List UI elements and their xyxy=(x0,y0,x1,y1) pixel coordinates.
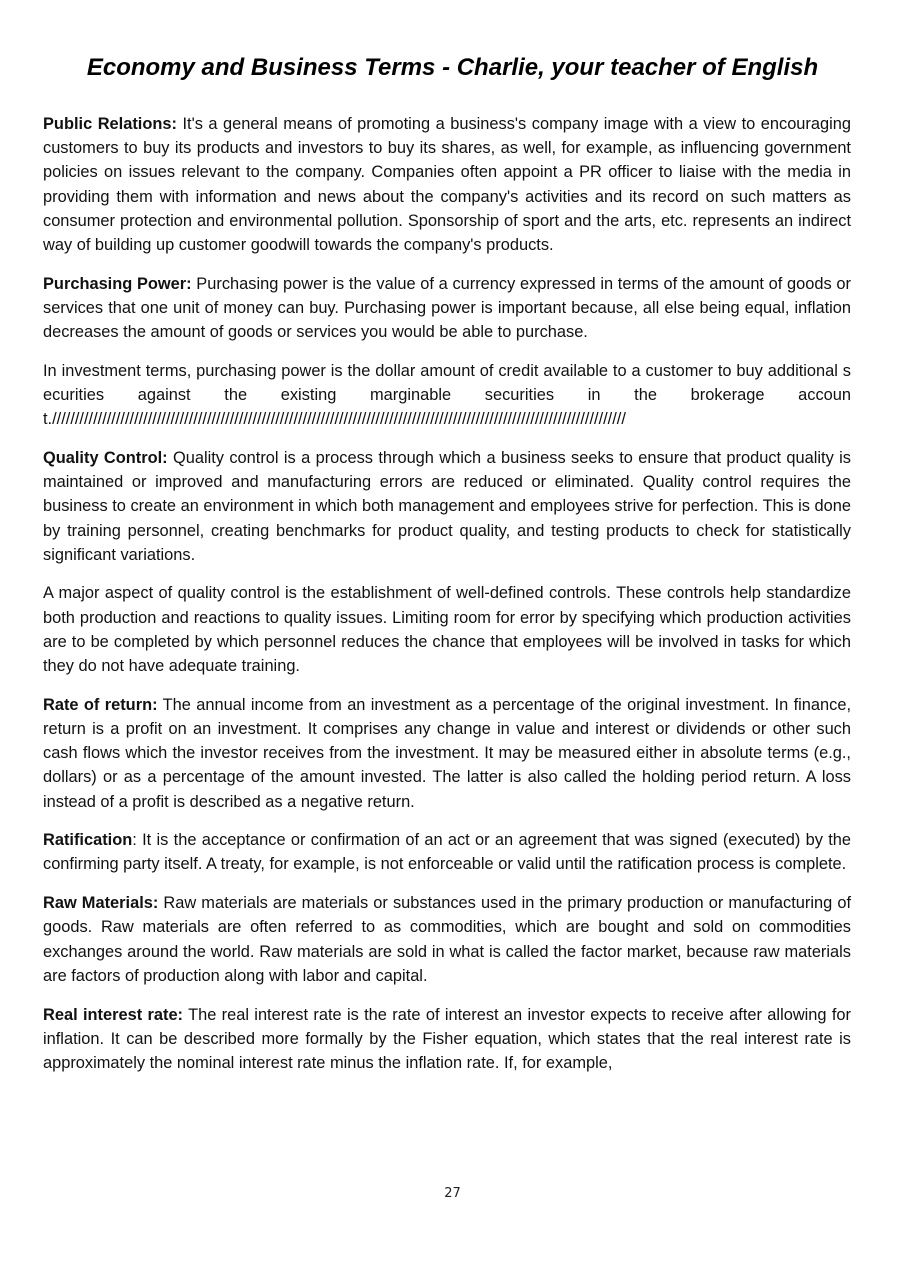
entry-rate-of-return xyxy=(43,693,851,814)
term-definition: It's a general means of promoting a business's company image with a view to encouraging customers to buy its products and investors to buy its shares, as well, for example, as influencing government policies on issues relevant to the company. Companies often appoint a PR officer to liaise with the media in providing them with information and news about the company's activities and its record on such matters as consumer protection and environmental pollution. Sponsorship of sport and the arts, etc. represents an indirect way of building up customer goodwill towards the company's products. xyxy=(43,115,851,255)
term-label: Public Relations: xyxy=(43,115,177,133)
term-definition: Quality control is a process through which a business seeks to ensure that product quality is maintained or improved and manufacturing errors are reduced or eliminated. Quality control requires the business to create an environment in which both management and employees strive for perfection. This is done by training personnel, creating benchmarks for product quality, and testing products to check for statistically significant variations. xyxy=(43,448,851,564)
entry-raw-materials xyxy=(43,891,851,988)
term-definition: : It is the acceptance or confirmation of an act or an agreement that was signed (executed) by the confirming party itself. A treaty, for example, is not enforceable or valid until the ratification process is complete. xyxy=(43,831,851,874)
term-label: Ratification xyxy=(43,831,133,850)
term-definition: The real interest rate is the rate of interest an investor expects to receive after allowing for inflation. It can be described more formally by the Fisher equation, which states that the real interest rate is approximately the nominal interest rate minus the inflation rate. If, for example, xyxy=(43,1005,851,1072)
entry-real-interest-rate xyxy=(43,1003,851,1076)
term-definition: The annual income from an investment as a percentage of the original investment. In finance, return is a profit on an investment. It comprises any change in value and interest or dividends or other such cash flows which the investor receives from the investment. It may be measured either in absolute terms (e.g., dollars) or as a percentage of the amount invested. The latter is also called the holding period return. A loss instead of a profit is described as a negative return. xyxy=(43,695,852,811)
term-label: Purchasing Power: xyxy=(43,274,192,293)
entry-public-relations xyxy=(43,112,851,257)
term-definition: Purchasing power is the value of a currency expressed in terms of the amount of goods or services that one unit of money can buy. Purchasing power is important because, all else being equal, inflation decreases the amount of goods or services you would be able to purchase. xyxy=(43,274,851,342)
entry-purchasing-power xyxy=(43,272,851,345)
term-label: Real interest rate: xyxy=(43,1005,184,1024)
entry-quality-control xyxy=(43,446,851,567)
term-label: Raw Materials: xyxy=(43,894,159,913)
term-label: Rate of return: xyxy=(43,695,158,714)
entry-purchasing-power-investment xyxy=(43,359,851,432)
term-definition: Raw materials are materials or substances used in the primary production or manufacturing of goods. Raw materials are often referred to as commodities, which are bought and sold on commodities exchanges around the world. Raw materials are sold in what is called the factor market, because raw materials are factors of production along with labor and capital. xyxy=(43,894,852,985)
term-label: Quality Control: xyxy=(43,448,168,467)
entry-quality-control-controls xyxy=(43,581,851,678)
term-definition: A major aspect of quality control is the establishment of well-defined controls. These controls help standardize both production and reactions to quality issues. Limiting room for error by specifying which production activities are to be completed by which personnel reduces the chance that employees will be involved in tasks for which they do not have adequate training. xyxy=(43,584,851,676)
entry-ratification xyxy=(43,828,851,876)
term-definition: In investment terms, purchasing power is the dollar amount of credit available to a customer to buy additional securities against the existing marginable securities in the brokerage account.////////////////////////////////////////////////////////////////////////////////////////////////////////////////////////////// xyxy=(43,361,851,429)
page-number: 27 xyxy=(444,1186,461,1201)
glossary-body xyxy=(43,112,851,1090)
page-title: Economy and Business Terms - Charlie, your teacher of English xyxy=(86,54,819,81)
